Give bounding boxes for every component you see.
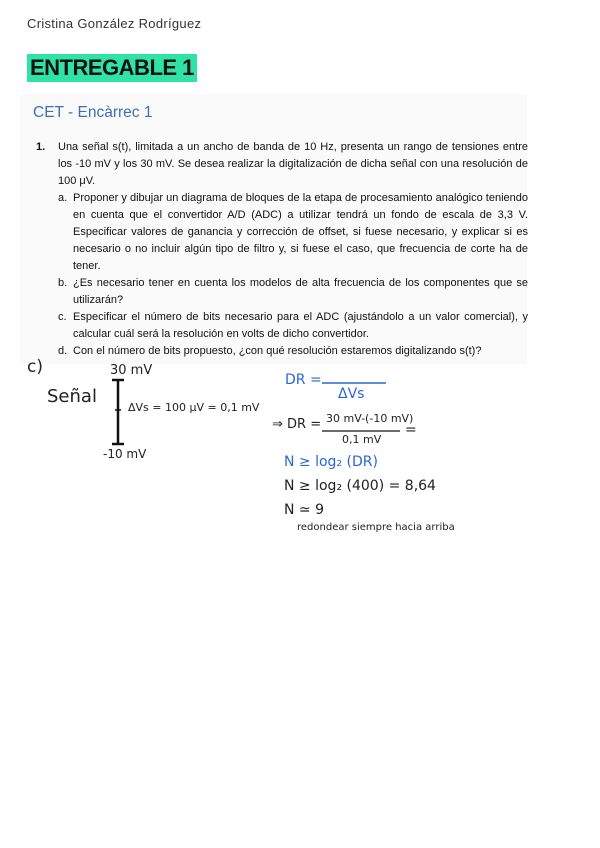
question-number: 1. (36, 141, 46, 153)
eq-tail: = (405, 422, 417, 438)
question-text: Una señal s(t), limitada a un ancho de banda de 10 Hz, presenta un rango de tensiones entre los -10 mV y los 30 mV. Se desea realizar la digitalización de dicha señal con una resolución de 100 μV. (58, 141, 528, 187)
sub-item-text: Proponer y dibujar un diagrama de bloques de la etapa de procesamiento analógico teniendo en cuenta que el convertidor A/D (ADC) a utilizar tendrá un fondo de escala de 3,3 V. Especificar valores de ganancia y corrección de offset, si fuese necesario, y explicar si es necesario o no incluir algún tipo de filtro y, si fuese el caso, que frecuencia de corte ha de tener. (73, 192, 528, 272)
author-name: Cristina González Rodríguez (27, 16, 202, 31)
fraction-denominator: 0,1 mV (342, 433, 382, 446)
dr-fraction-line (322, 381, 388, 385)
sub-item-b (58, 275, 528, 309)
sub-item-text: ¿Es necesario tener en cuenta los modelos de alta frecuencia de los componentes que se utilizarán? (73, 277, 528, 306)
note-bottom-value: -10 mV (103, 447, 147, 461)
sub-item-letter: b. (58, 277, 68, 289)
sub-item-c (58, 309, 528, 343)
sub-item-d (58, 343, 528, 360)
dr-lhs: DR = (285, 372, 322, 388)
note-signal: Señal (47, 386, 97, 407)
fraction-numerator: 30 mV-(-10 mV) (326, 412, 414, 425)
sub-item-letter: a. (58, 192, 68, 204)
note-delta: ΔVs = 100 μV = 0,1 mV (128, 401, 260, 414)
note-top-value: 30 mV (110, 363, 153, 378)
sub-item-letter: c. (58, 311, 67, 323)
arrow-dr: ⇒ DR = (272, 417, 322, 432)
n-approx: N ≃ 9 (284, 502, 325, 518)
assignment-card (20, 94, 527, 364)
sub-item-text: Con el número de bits propuesto, ¿con qué resolución estaremos digitalizando s(t)? (73, 345, 482, 357)
rounding-hint: redondear siempre hacia arriba (297, 522, 455, 533)
range-bar-icon (108, 378, 128, 450)
note-label: c) (27, 357, 43, 377)
page-title: ENTREGABLE 1 (27, 54, 197, 82)
n-log-dr: N ≥ log₂ (DR) (284, 454, 378, 470)
sub-item-a (58, 190, 528, 275)
card-title: CET - Encàrrec 1 (33, 104, 153, 121)
n-log-400: N ≥ log₂ (400) = 8,64 (284, 478, 436, 494)
sub-item-letter: d. (58, 345, 68, 357)
dr-denominator: ΔVs (338, 386, 365, 402)
question (36, 139, 528, 360)
sub-item-text: Especificar el número de bits necesario para el ADC (ajustándolo a un valor comercial), y calcular cuál será la resolución en volts de dicho convertidor. (73, 311, 528, 340)
